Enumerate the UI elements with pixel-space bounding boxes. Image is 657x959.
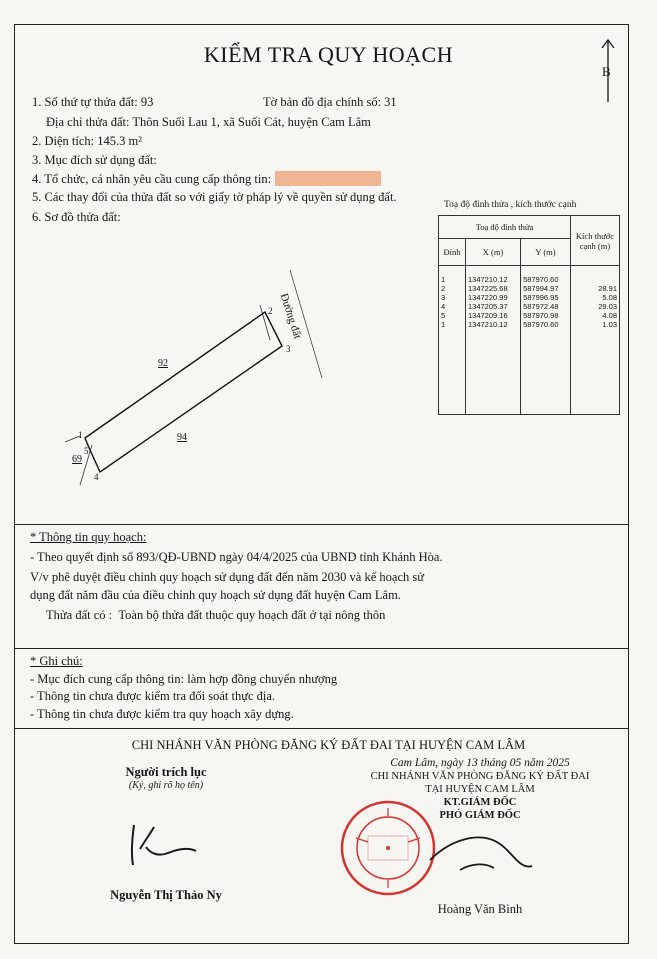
edge-length-header: Kích thước cạnh (m) bbox=[571, 216, 620, 266]
signer-position: PHÓ GIÁM ĐỐC bbox=[439, 810, 521, 821]
coord-table-caption: Toạ độ đỉnh thửa , kích thước cạnh bbox=[444, 200, 577, 210]
office-line: TẠI HUYỆN CAM LÂM bbox=[425, 784, 535, 795]
table-row: 4 1347205.37 587972.48 29.03 bbox=[439, 302, 620, 311]
vertex-label: 4 bbox=[94, 472, 99, 482]
requester-row bbox=[32, 171, 381, 187]
note-line: - Thông tin chưa được kiểm tra quy hoạch xây dựng. bbox=[30, 707, 294, 721]
planning-line: V/v phê duyệt điều chỉnh quy hoạch sử dụng đất đến năm 2030 và kế hoạch sử bbox=[30, 570, 425, 584]
office-line: CHI NHÁNH VĂN PHÒNG ĐĂNG KÝ ĐẤT ĐAI bbox=[370, 771, 590, 782]
neighbor-parcel-94: 94 bbox=[177, 432, 187, 443]
road-label: Đường đất bbox=[277, 292, 304, 341]
notes-heading: * Ghi chú: bbox=[30, 654, 83, 668]
parcel-address: Địa chỉ thửa đất: Thôn Suối Lau 1, xã Suối Cát, huyện Cam Lâm bbox=[46, 115, 371, 129]
x-col-header: X (m) bbox=[466, 239, 521, 266]
y-col-header: Y (m) bbox=[521, 239, 571, 266]
neighbor-parcel-69: 69 bbox=[72, 454, 82, 465]
note-line: - Mục đích cung cấp thông tin: làm hợp đồng chuyển nhượng bbox=[30, 672, 338, 686]
vertex-col-header: Đỉnh bbox=[439, 239, 466, 266]
extractor-sub: (Ký, ghi rõ họ tên) bbox=[128, 780, 204, 791]
table-row: 3 1347220.99 587996.95 5.08 bbox=[439, 293, 620, 302]
note-line: - Thông tin chưa được kiểm tra đối soát thực địa. bbox=[30, 689, 276, 703]
coord-table bbox=[438, 215, 620, 415]
table-row: 5 1347209.16 587970.98 4.08 bbox=[439, 311, 620, 320]
parcel-area: 2. Diện tích: 145.3 m² bbox=[32, 134, 142, 148]
table-row: 2 1347225.68 587994.97 28.91 bbox=[439, 284, 620, 293]
north-label: B bbox=[602, 64, 611, 79]
vertex-label: 3 bbox=[286, 344, 291, 354]
table-row: 1 1347210.12 587970.60 bbox=[439, 275, 620, 284]
planning-line: - Theo quyết định số 893/QĐ-UBND ngày 04/4/2025 của UBND tỉnh Khánh Hòa. bbox=[30, 550, 443, 564]
north-arrow-icon bbox=[598, 36, 618, 106]
parcel-number: 1. Số thứ tự thửa đất: 93 bbox=[32, 95, 154, 109]
document-title: KIỂM TRA QUY HOẠCH bbox=[203, 42, 454, 67]
vertex-label: 2 bbox=[268, 306, 273, 316]
extractor-title: Người trích lục bbox=[125, 765, 207, 779]
table-filler bbox=[439, 329, 620, 415]
signer-role: KT.GIÁM ĐỐC bbox=[443, 797, 517, 808]
sketch-heading: 6. Sơ đồ thửa đất: bbox=[32, 210, 121, 224]
extractor-name: Nguyễn Thị Thảo Ny bbox=[110, 888, 222, 902]
section-divider bbox=[14, 524, 629, 525]
land-use-purpose: 3. Mục đích sử dụng đất: bbox=[32, 153, 157, 167]
section-divider bbox=[14, 728, 629, 729]
redacted-name bbox=[275, 171, 381, 186]
extractor-signature-block bbox=[96, 765, 236, 903]
handwritten-signature-icon bbox=[96, 791, 236, 881]
vertex-label: 5 bbox=[84, 446, 89, 456]
section-divider bbox=[14, 648, 629, 649]
vertex-label: 1 bbox=[78, 430, 83, 440]
planning-line: dụng đất năm đầu của điều chỉnh quy hoạch sử dụng đất huyện Cam Lâm. bbox=[30, 588, 401, 602]
issue-date: Cam Lâm, ngày 13 tháng 05 năm 2025 bbox=[390, 757, 570, 769]
neighbor-parcel-92: 92 bbox=[158, 358, 168, 369]
planning-result-label: Thửa đất có : bbox=[46, 608, 113, 622]
planning-result-text: Toàn bộ thửa đất thuộc quy hoạch đất ở tại nông thôn bbox=[118, 608, 386, 622]
parcel-outline bbox=[85, 312, 282, 472]
planning-heading: * Thông tin quy hoạch: bbox=[30, 530, 147, 544]
requester-label: 4. Tổ chức, cá nhân yêu cầu cung cấp thông tin: bbox=[32, 172, 272, 186]
table-spacer bbox=[439, 266, 620, 276]
table-row: 1 1347210.12 587970.60 1.03 bbox=[439, 320, 620, 329]
planning-result bbox=[46, 608, 385, 623]
director-signature-icon bbox=[420, 800, 560, 900]
director-name: Hoàng Văn Bình bbox=[437, 902, 523, 916]
coord-group-header: Toạ độ đỉnh thửa bbox=[439, 216, 571, 239]
office-title: CHI NHÁNH VĂN PHÒNG ĐĂNG KÝ ĐẤT ĐAI TẠI HUYỆN CAM LÂM bbox=[131, 738, 526, 752]
parcel-changes: 5. Các thay đổi của thửa đất so với giấy tờ pháp lý về quyền sử dụng đất. bbox=[32, 190, 397, 204]
map-sheet-number: Tờ bản đồ địa chính số: 31 bbox=[263, 95, 397, 109]
